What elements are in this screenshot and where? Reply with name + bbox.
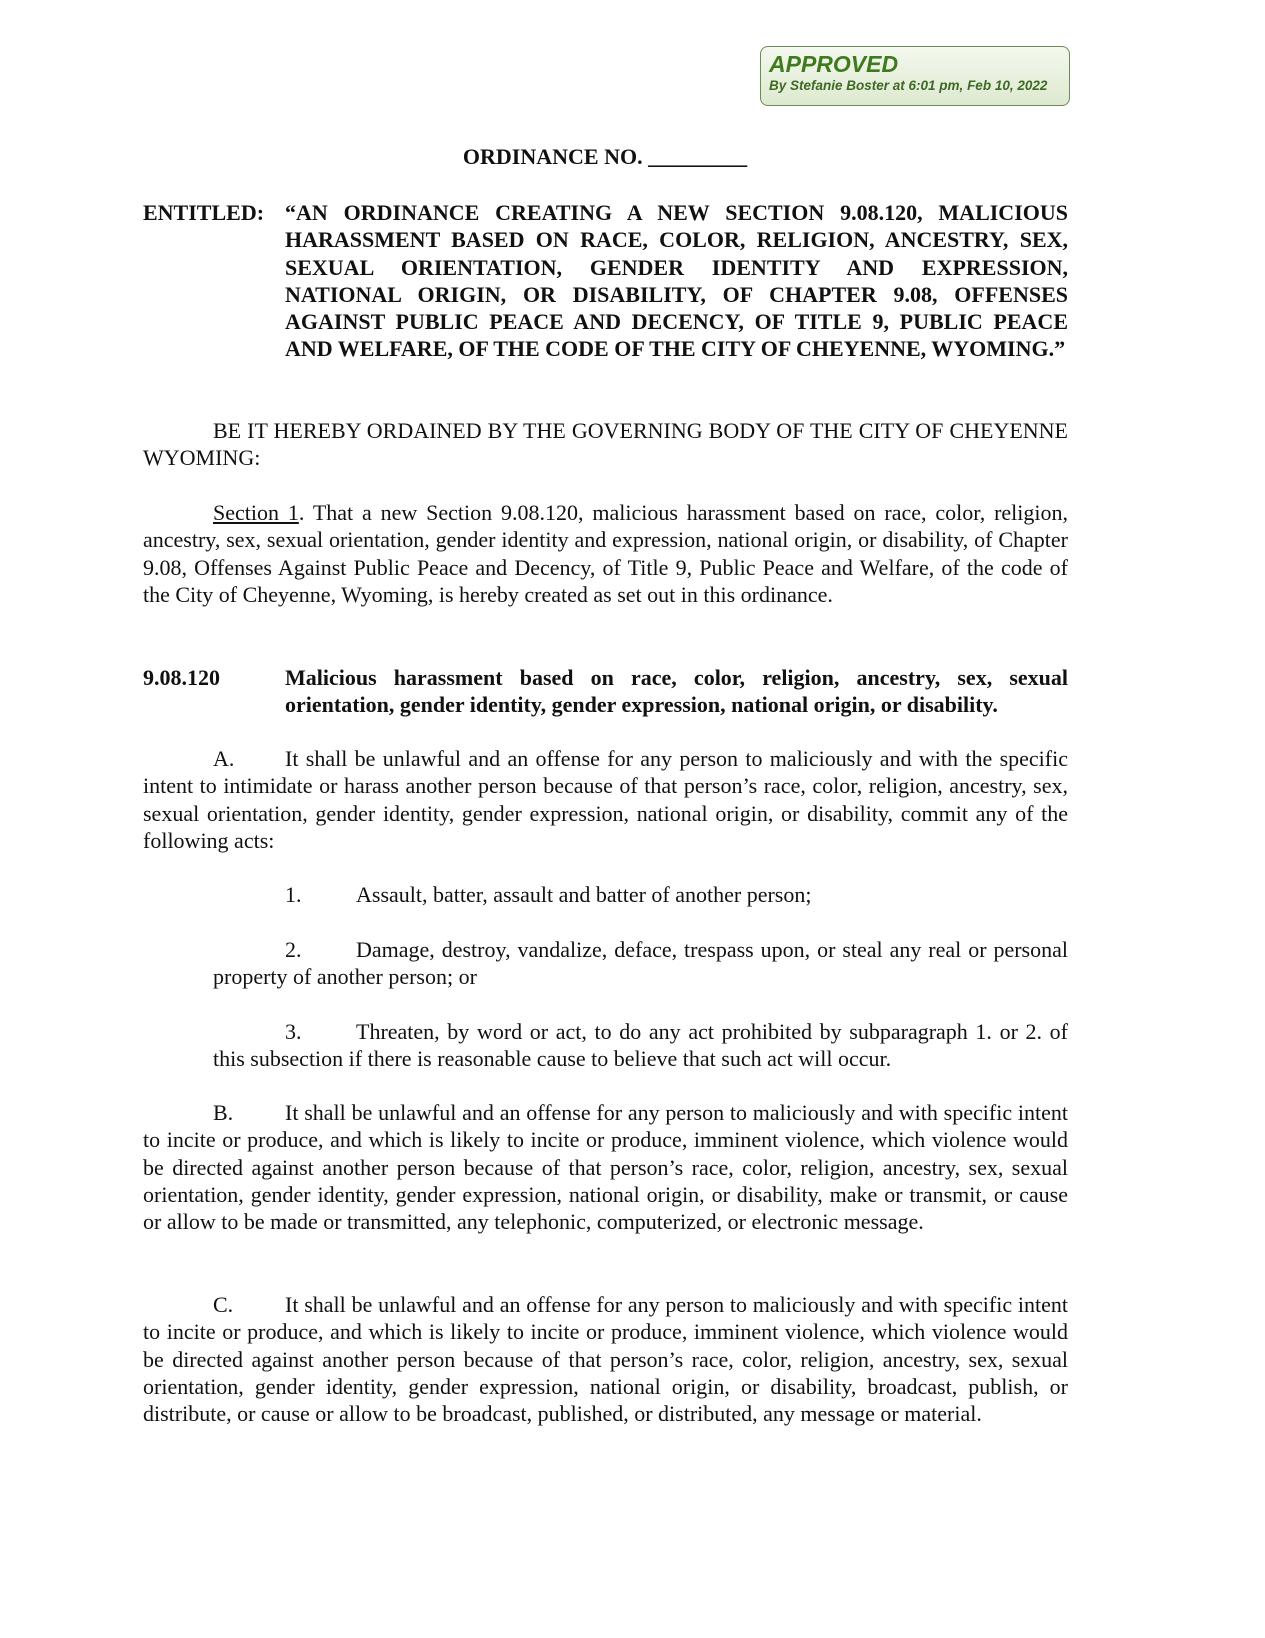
- ordained-paragraph: [143, 417, 1068, 472]
- entitled-label: ENTITLED:: [143, 200, 265, 225]
- item-3-text: Threaten, by word or act, to do any act prohibited by subparagraph 1. or 2. of this subsection if there is reasonable cause to believe that such act will occur.: [213, 1019, 1068, 1072]
- item-2-number: 2.: [285, 937, 302, 962]
- ordinance-title: ORDINANCE NO. _________: [462, 144, 748, 169]
- stamp-status: APPROVED: [769, 51, 899, 77]
- subsection-a-text: It shall be unlawful and an offense for any person to maliciously and with the specific intent to intimidate or harass another person because of that person’s race, color, religion, ancestry, sex, sexual orientation, gender identity, gender expression, national origin, or disability, commit any of the following acts:: [143, 746, 1068, 853]
- subsection-b-text: It shall be unlawful and an offense for any person to maliciously and with specific intent to incite or produce, and which is likely to incite or produce, imminent violence, which violence would be directed against another person because of that person’s race, color, religion, ancestry, sex, sexual orientation, gender identity, gender expression, national origin, or disability, make or transmit, or cause or allow to be made or transmitted, any telephonic, computerized, or electronic message.: [143, 1100, 1068, 1235]
- section-1-label: Section 1: [213, 500, 299, 525]
- stamp-detail: By Stefanie Boster at 6:01 pm, Feb 10, 2022: [769, 78, 1048, 93]
- item-1: [213, 881, 1068, 908]
- item-2: [213, 936, 1068, 991]
- section-1-paragraph: [143, 499, 1068, 608]
- item-3-number: 3.: [285, 1019, 302, 1044]
- section-number: 9.08.120: [143, 665, 220, 690]
- ordained-text: BE IT HEREBY ORDAINED BY THE GOVERNING BODY OF THE CITY OF CHEYENNE WYOMING:: [143, 418, 1068, 471]
- section-heading: Malicious harassment based on race, color, religion, ancestry, sex, sexual orientation, gender identity, gender expression, national origin, or disability.: [285, 665, 1068, 718]
- item-1-number: 1.: [285, 882, 302, 907]
- subsection-b-letter: B.: [213, 1100, 234, 1125]
- subsection-c-text: It shall be unlawful and an offense for any person to maliciously and with specific intent to incite or produce, and which is likely to incite or produce, imminent violence, which violence would be directed against another person because of that person’s race, color, religion, ancestry, sex, sexual orientation, gender identity, gender expression, national origin, or disability, broadcast, publish, or distribute, or cause or allow to be broadcast, published, or distributed, any message or material.: [143, 1292, 1068, 1427]
- entitled-text: “AN ORDINANCE CREATING A NEW SECTION 9.08.120, MALICIOUS HARASSMENT BASED ON RACE, COLOR, RELIGION, ANCESTRY, SEX, SEXUAL ORIENTATION, GENDER IDENTITY AND EXPRESSION, NATIONAL ORIGIN, OR DISABILITY, OF CHAPTER 9.08, OFFENSES AGAINST PUBLIC PEACE AND DECENCY, OF TITLE 9, PUBLIC PEACE AND WELFARE, OF THE CODE OF THE CITY OF CHEYENNE, WYOMING.”: [285, 200, 1068, 362]
- item-1-text: Assault, batter, assault and batter of another person;: [356, 882, 812, 907]
- subsection-c-letter: C.: [213, 1292, 234, 1317]
- subsection-a: [143, 745, 1068, 854]
- section-1-text: . That a new Section 9.08.120, malicious harassment based on race, color, religion, ancestry, sex, sexual orientation, gender identity and expression, national origin, or disability, of Chapter 9.08, Offenses Against Public Peace and Decency, of Title 9, Public Peace and Welfare, of the code of the City of Cheyenne, Wyoming, is hereby created as set out in this ordinance.: [143, 500, 1068, 607]
- item-3: [213, 1018, 1068, 1073]
- item-2-text: Damage, destroy, vandalize, deface, trespass upon, or steal any real or personal property of another person; or: [213, 937, 1068, 990]
- subsection-a-letter: A.: [213, 746, 235, 771]
- approval-stamp: [760, 46, 1070, 106]
- subsection-b: [143, 1099, 1068, 1235]
- subsection-c: [143, 1291, 1068, 1427]
